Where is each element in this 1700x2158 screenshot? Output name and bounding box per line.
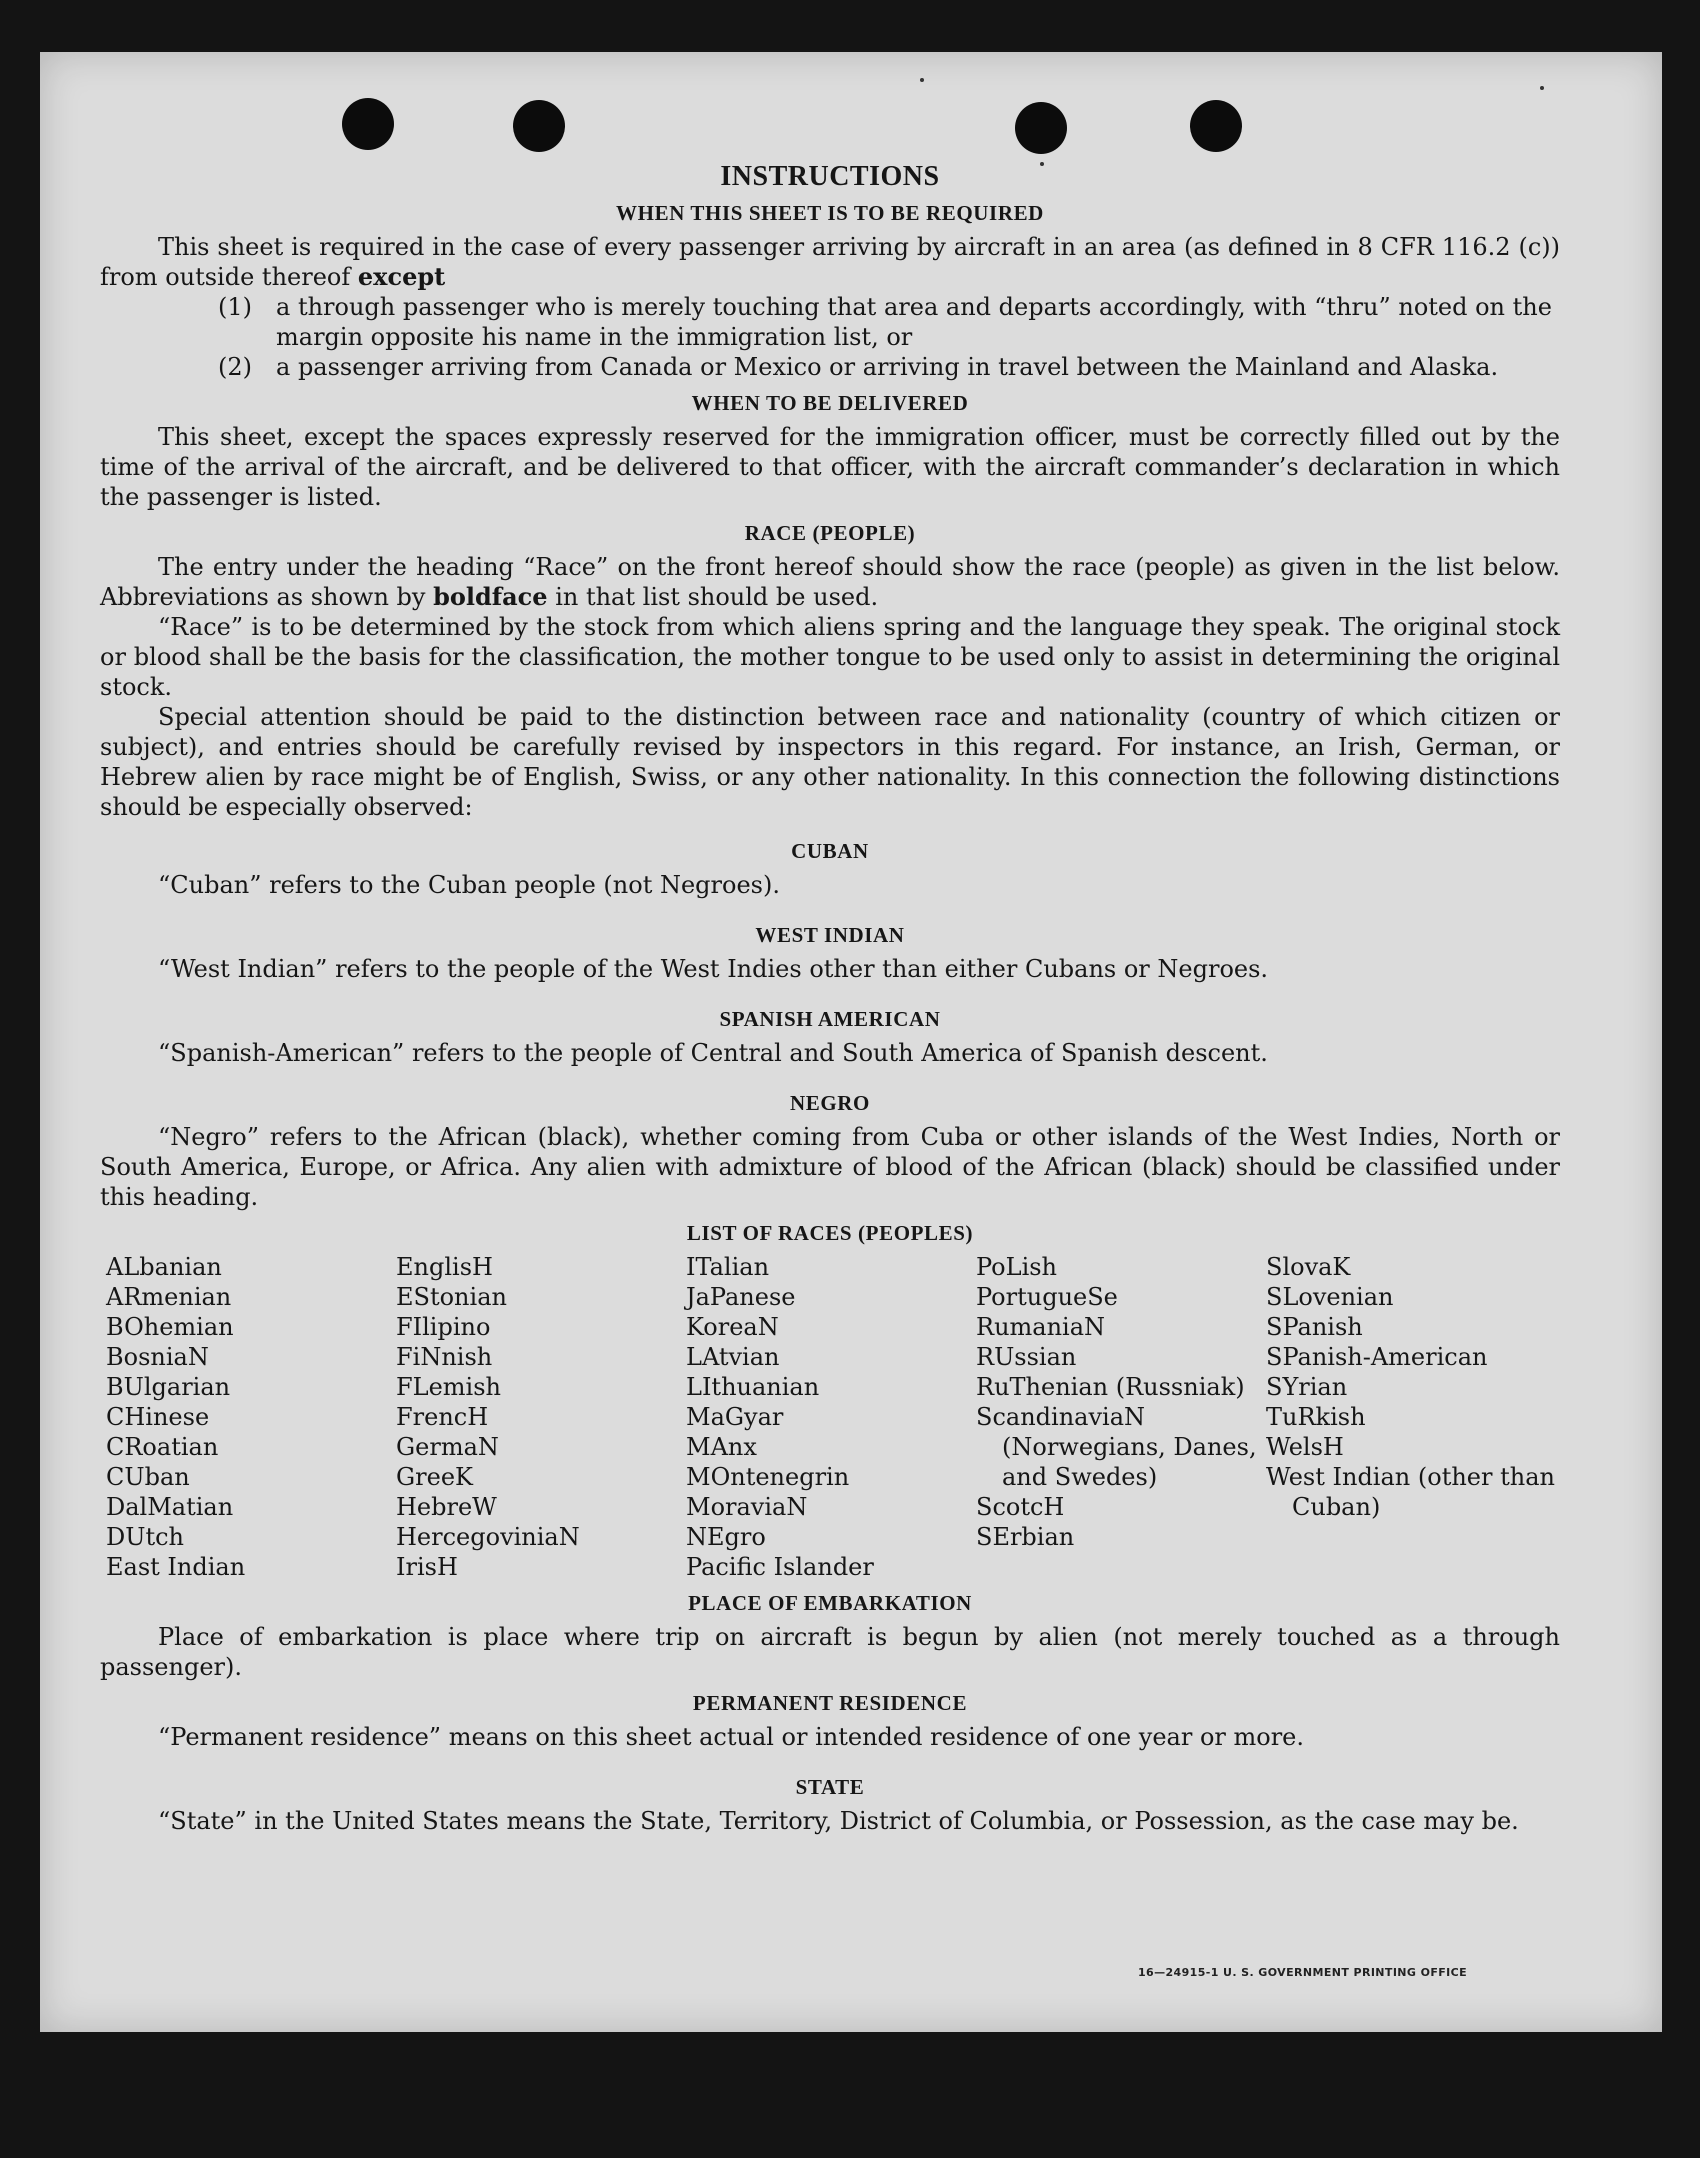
race-entry: CRoatian	[106, 1433, 219, 1461]
west-indian-text: “West Indian” refers to the people of the West Indies other than either Cubans or Negroes.	[158, 955, 1269, 983]
state-text: “State” in the United States means the State, Territory, District of Columbia, or Possession, as the case may be.	[158, 1807, 1519, 1835]
heading-required: WHEN THIS SHEET IS TO BE REQUIRED	[616, 201, 1044, 225]
race-entry: DalMatian	[106, 1493, 234, 1521]
race-column-5	[1266, 1252, 1566, 1582]
race-entry: West Indian (other than Cuban)	[1266, 1463, 1555, 1521]
race-entry: East Indian	[106, 1553, 246, 1581]
cuban-text: “Cuban” refers to the Cuban people (not Negroes).	[158, 871, 780, 899]
heading-residence: PERMANENT RESIDENCE	[692, 1691, 968, 1715]
heading-negro: NEGRO	[789, 1091, 870, 1115]
punch-hole	[513, 100, 565, 152]
punch-hole	[342, 98, 394, 150]
heading-spanish-american: SPANISH AMERICAN	[719, 1007, 941, 1031]
race-paragraph-3: Special attention should be paid to the distinction between race and nationality (country of which citizen or subject), and entries should be carefully revised by inspectors in this regard. For instance, an Irish, German, or Hebrew alien by race might be of English, Swiss, or any other nationality. In this connection the following distinctions should be especially observed:	[100, 703, 1560, 821]
race-entry: ARmenian	[106, 1283, 232, 1311]
delivered-text: This sheet, except the spaces expressly reserved for the immigration officer, must be correctly filled out by the time of the arrival of the aircraft, and be delivered to that officer, with the aircraft commander’s declaration in which the passenger is listed.	[100, 423, 1560, 511]
race-entry: LIthuanian	[686, 1373, 820, 1401]
race-entry: SYrian	[1266, 1373, 1348, 1401]
race-entry: FLemish	[396, 1373, 501, 1401]
race-entry: MOntenegrin	[686, 1463, 850, 1491]
race-entry: RuThenian (Russniak)	[976, 1373, 1245, 1401]
embarkation-text: Place of embarkation is place where trip on aircraft is begun by alien (not merely touched as a through passenger).	[100, 1623, 1560, 1681]
race-entry: FIlipino	[396, 1313, 491, 1341]
heading-delivered: WHEN TO BE DELIVERED	[691, 391, 969, 415]
heading-embarkation: PLACE OF EMBARKATION	[688, 1591, 972, 1615]
race-entry: SErbian	[976, 1523, 1075, 1551]
race-entry: ScandinaviaN (Norwegians, Danes, and Swedes)	[976, 1403, 1257, 1491]
race-entry: ScotcH	[976, 1493, 1065, 1521]
punch-hole	[1190, 100, 1242, 152]
race-entry: MaGyar	[686, 1403, 784, 1431]
race-entry: RumaniaN	[976, 1313, 1106, 1341]
document-page	[40, 52, 1662, 2032]
race-entry: TuRkish	[1266, 1403, 1366, 1431]
heading-race: RACE (PEOPLE)	[744, 521, 916, 545]
race-column-3	[686, 1252, 976, 1582]
instructions-content	[100, 162, 1560, 1836]
punch-hole	[1015, 102, 1067, 154]
exception-item: (2) a passenger arriving from Canada or Mexico or arriving in travel between the Mainland and Alaska.	[218, 353, 1499, 381]
heading-west-indian: WEST INDIAN	[755, 923, 905, 947]
race-entry: WelsH	[1266, 1433, 1344, 1461]
race-entry: SLovenian	[1266, 1283, 1394, 1311]
race-entry: HebreW	[396, 1493, 497, 1521]
page-title: INSTRUCTIONS	[720, 161, 940, 192]
race-entry: JaPanese	[686, 1283, 796, 1311]
race-entry: RUssian	[976, 1343, 1077, 1371]
race-entry: Pacific Islander	[686, 1553, 874, 1581]
except-word: except	[357, 262, 446, 291]
race-entry: MoraviaN	[686, 1493, 808, 1521]
race-entry: PortugueSe	[976, 1283, 1118, 1311]
race-entry: BOhemian	[106, 1313, 234, 1341]
race-entry: EnglisH	[396, 1253, 493, 1281]
heading-state: STATE	[795, 1775, 865, 1799]
spanish-american-text: “Spanish-American” refers to the people of Central and South America of Spanish descent.	[158, 1039, 1268, 1067]
race-column-2	[396, 1252, 686, 1582]
required-intro: This sheet is required in the case of every passenger arriving by aircraft in an area (as defined in 8 CFR 116.2 (c)) from outside thereof except	[100, 233, 1560, 291]
race-entry: ALbanian	[106, 1253, 222, 1281]
race-entry: IrisH	[396, 1553, 458, 1581]
residence-text: “Permanent residence” means on this sheet actual or intended residence of one year or more.	[158, 1723, 1304, 1751]
race-entry: FiNnish	[396, 1343, 493, 1371]
race-entry: LAtvian	[686, 1343, 780, 1371]
race-entry: CHinese	[106, 1403, 210, 1431]
exception-item: (1) a through passenger who is merely touching that area and departs accordingly, with “thru” noted on the margin opposite his name in the immigration list, or	[218, 293, 1552, 351]
speck	[1540, 86, 1544, 90]
heading-cuban: CUBAN	[791, 839, 869, 863]
heading-list-of-races: LIST OF RACES (PEOPLES)	[686, 1221, 974, 1245]
race-entry: SPanish	[1266, 1313, 1363, 1341]
race-entry: NEgro	[686, 1523, 766, 1551]
race-entry: BUlgarian	[106, 1373, 231, 1401]
race-entry: PoLish	[976, 1253, 1058, 1281]
race-entry: MAnx	[686, 1433, 757, 1461]
race-entry: FrencH	[396, 1403, 489, 1431]
race-entry: ITalian	[686, 1253, 770, 1281]
race-entry: SlovaK	[1266, 1253, 1351, 1281]
race-entry: HercegoviniaN	[396, 1523, 580, 1551]
race-column-4	[976, 1252, 1266, 1582]
printer-mark: 16—24915-1 U. S. GOVERNMENT PRINTING OFFICE	[1138, 1966, 1468, 1979]
race-entry: KoreaN	[686, 1313, 779, 1341]
race-paragraph-1: The entry under the heading “Race” on the front hereof should show the race (people) as given in the list below. Abbreviations as shown by boldface in that list should be used.	[100, 553, 1560, 611]
negro-text: “Negro” refers to the African (black), whether coming from Cuba or other islands of the West Indies, North or South America, Europe, or Africa. Any alien with admixture of blood of the African (black) should be classified under this heading.	[100, 1123, 1560, 1211]
race-entry: SPanish-American	[1266, 1343, 1488, 1371]
race-entry: EStonian	[396, 1283, 507, 1311]
race-entry: CUban	[106, 1463, 190, 1491]
race-entry: DUtch	[106, 1523, 185, 1551]
speck	[920, 78, 924, 82]
race-entry: GermaN	[396, 1433, 499, 1461]
race-list	[106, 1252, 1560, 1582]
race-paragraph-2: “Race” is to be determined by the stock from which aliens spring and the language they speak. The original stock or blood shall be the basis for the classification, the mother tongue to be used only to assist in determining the original stock.	[100, 613, 1560, 701]
race-column-1	[106, 1252, 396, 1582]
race-entry: BosniaN	[106, 1343, 209, 1371]
race-entry: GreeK	[396, 1463, 473, 1491]
